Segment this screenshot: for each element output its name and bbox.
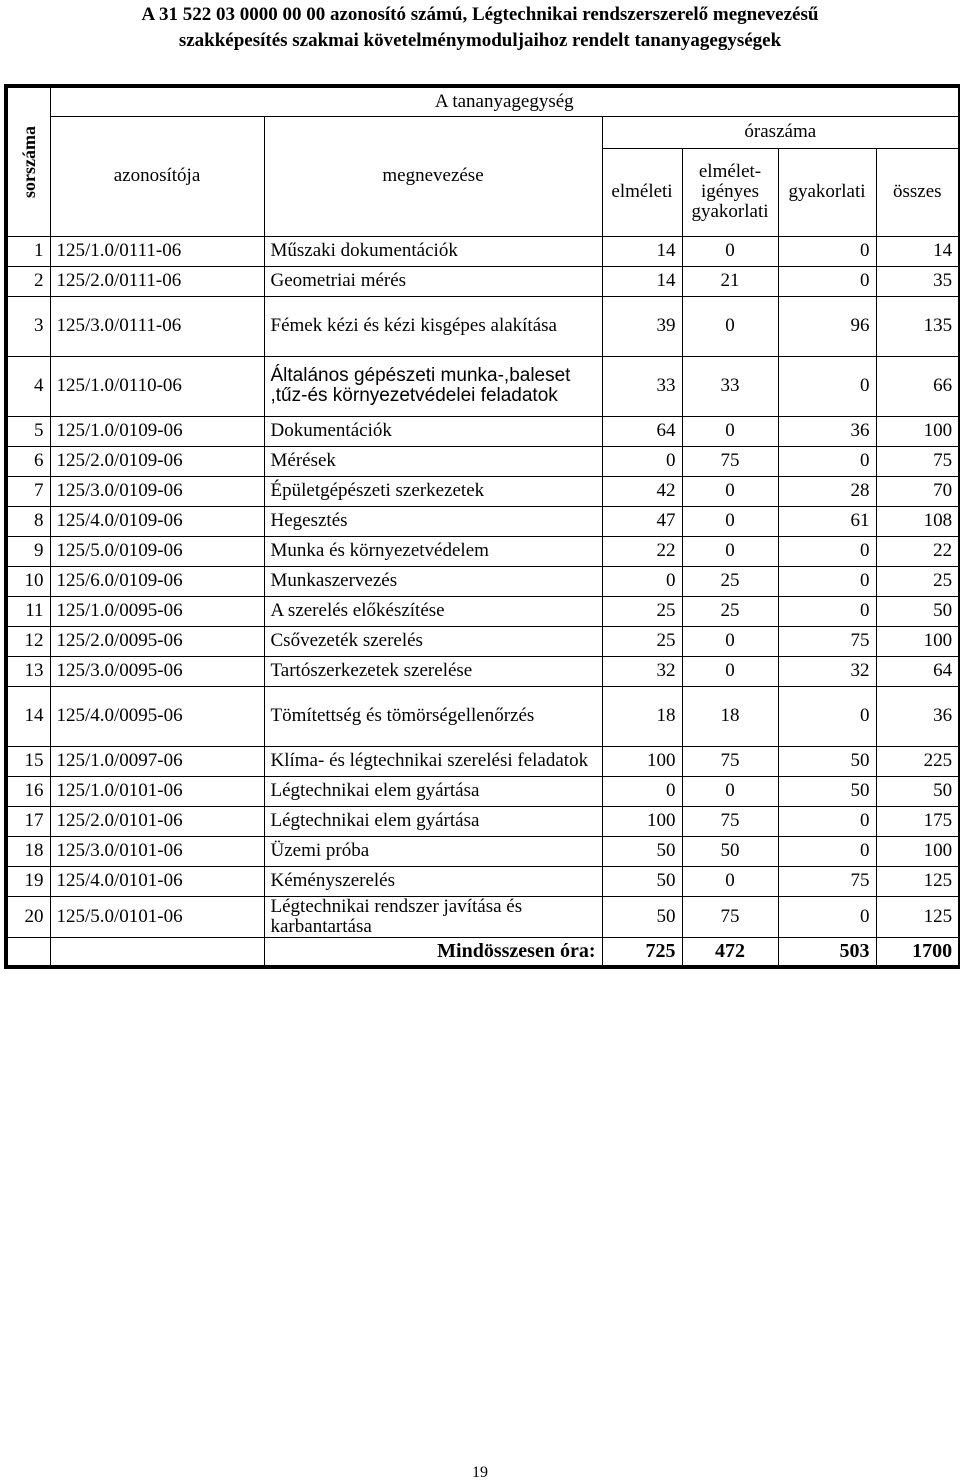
row-elmeleti: 25 — [602, 626, 682, 656]
row-name: Klíma- és légtechnikai szerelési feladatok — [264, 746, 602, 776]
row-id: 125/1.0/0109-06 — [50, 416, 264, 446]
row-name: Geometriai mérés — [264, 266, 602, 296]
row-osszes: 14 — [876, 236, 960, 266]
row-name: Tartószerkezetek szerelése — [264, 656, 602, 686]
row-osszes: 66 — [876, 356, 960, 416]
row-id: 125/5.0/0101-06 — [50, 896, 264, 937]
header-oraszama: óraszáma — [602, 116, 960, 148]
table-body — [6, 236, 960, 937]
row-number: 4 — [6, 356, 50, 416]
row-osszes: 100 — [876, 626, 960, 656]
row-number: 15 — [6, 746, 50, 776]
row-elmeleti: 14 — [602, 266, 682, 296]
row-name: Légtechnikai rendszer javítása és karbantartása — [264, 896, 602, 937]
row-id: 125/1.0/0110-06 — [50, 356, 264, 416]
total-gyakorlati: 503 — [778, 937, 876, 967]
row-elmeletigenyes: 0 — [682, 776, 778, 806]
table-row — [6, 236, 960, 266]
total-osszes: 1700 — [876, 937, 960, 967]
header-gyakorlati: gyakorlati — [778, 148, 876, 236]
row-osszes: 125 — [876, 896, 960, 937]
row-name: Munkaszervezés — [264, 566, 602, 596]
table-row — [6, 536, 960, 566]
row-osszes: 50 — [876, 596, 960, 626]
row-number: 6 — [6, 446, 50, 476]
row-elmeletigenyes: 0 — [682, 476, 778, 506]
row-elmeletigenyes: 0 — [682, 506, 778, 536]
row-number: 20 — [6, 896, 50, 937]
row-elmeleti: 100 — [602, 746, 682, 776]
row-name: Fémek kézi és kézi kisgépes alakítása — [264, 296, 602, 356]
row-number: 10 — [6, 566, 50, 596]
row-elmeletigenyes: 0 — [682, 866, 778, 896]
row-osszes: 36 — [876, 686, 960, 746]
table-row — [6, 296, 960, 356]
row-elmeletigenyes: 18 — [682, 686, 778, 746]
row-id: 125/2.0/0111-06 — [50, 266, 264, 296]
row-elmeleti: 100 — [602, 806, 682, 836]
row-number: 13 — [6, 656, 50, 686]
row-number: 7 — [6, 476, 50, 506]
row-osszes: 22 — [876, 536, 960, 566]
row-name: Kéményszerelés — [264, 866, 602, 896]
row-elmeleti: 0 — [602, 446, 682, 476]
table-row — [6, 806, 960, 836]
row-id: 125/1.0/0095-06 — [50, 596, 264, 626]
row-id: 125/1.0/0111-06 — [50, 236, 264, 266]
title-line-2: szakképesítés szakmai követelménymoduljaihoz rendelt tananyagegységek — [178, 30, 782, 51]
row-elmeleti: 50 — [602, 866, 682, 896]
row-gyakorlati: 0 — [778, 686, 876, 746]
table-row — [6, 656, 960, 686]
row-id: 125/1.0/0097-06 — [50, 746, 264, 776]
row-elmeletigenyes: 75 — [682, 806, 778, 836]
row-gyakorlati: 75 — [778, 866, 876, 896]
row-number: 9 — [6, 536, 50, 566]
row-name: Dokumentációk — [264, 416, 602, 446]
row-osszes: 100 — [876, 416, 960, 446]
row-name: Hegesztés — [264, 506, 602, 536]
row-id: 125/3.0/0101-06 — [50, 836, 264, 866]
row-number: 3 — [6, 296, 50, 356]
row-name: Épületgépészeti szerkezetek — [264, 476, 602, 506]
row-id: 125/3.0/0095-06 — [50, 656, 264, 686]
total-elmeletigenyes: 472 — [682, 937, 778, 967]
row-osszes: 125 — [876, 866, 960, 896]
row-elmeleti: 42 — [602, 476, 682, 506]
table-row — [6, 476, 960, 506]
row-gyakorlati: 36 — [778, 416, 876, 446]
row-name: Általános gépészeti munka-,baleset ,tűz-és környezetvédelei feladatok — [264, 356, 602, 416]
table-row — [6, 506, 960, 536]
row-number: 8 — [6, 506, 50, 536]
row-elmeletigenyes: 25 — [682, 566, 778, 596]
row-id: 125/6.0/0109-06 — [50, 566, 264, 596]
row-elmeletigenyes: 75 — [682, 746, 778, 776]
row-gyakorlati: 0 — [778, 536, 876, 566]
row-id: 125/3.0/0111-06 — [50, 296, 264, 356]
row-gyakorlati: 0 — [778, 266, 876, 296]
table-row — [6, 626, 960, 656]
row-number: 17 — [6, 806, 50, 836]
table-row — [6, 686, 960, 746]
row-elmeleti: 22 — [602, 536, 682, 566]
row-gyakorlati: 96 — [778, 296, 876, 356]
row-elmeleti: 0 — [602, 566, 682, 596]
row-number: 5 — [6, 416, 50, 446]
row-name: Mérések — [264, 446, 602, 476]
row-gyakorlati: 0 — [778, 356, 876, 416]
row-name: A szerelés előkészítése — [264, 596, 602, 626]
row-gyakorlati: 61 — [778, 506, 876, 536]
row-id: 125/2.0/0095-06 — [50, 626, 264, 656]
row-elmeletigenyes: 0 — [682, 626, 778, 656]
row-elmeletigenyes: 0 — [682, 296, 778, 356]
total-elmeleti: 725 — [602, 937, 682, 967]
row-gyakorlati: 50 — [778, 776, 876, 806]
row-elmeletigenyes: 0 — [682, 416, 778, 446]
row-elmeletigenyes: 75 — [682, 896, 778, 937]
table-row — [6, 446, 960, 476]
header-megnevezese: megnevezése — [264, 116, 602, 236]
title-line-1: A 31 522 03 0000 00 00 azonosító számú, Légtechnikai rendszerszerelő megnevezésű — [141, 4, 819, 25]
total-label: Mindösszesen óra: — [264, 937, 602, 967]
row-id: 125/5.0/0109-06 — [50, 536, 264, 566]
total-row — [6, 937, 960, 967]
table-row — [6, 596, 960, 626]
header-elmeleti: elméleti — [602, 148, 682, 236]
row-osszes: 100 — [876, 836, 960, 866]
table-row — [6, 896, 960, 937]
header-sorszama: sorszáma — [6, 86, 50, 236]
row-elmeletigenyes: 21 — [682, 266, 778, 296]
row-osszes: 25 — [876, 566, 960, 596]
row-id: 125/4.0/0101-06 — [50, 866, 264, 896]
row-name: Tömítettség és tömörségellenőrzés — [264, 686, 602, 746]
table-row — [6, 266, 960, 296]
table-row — [6, 866, 960, 896]
table-row — [6, 776, 960, 806]
row-gyakorlati: 0 — [778, 446, 876, 476]
header-elmeletigenyes: elmélet- igényes gyakorlati — [682, 148, 778, 236]
row-elmeleti: 39 — [602, 296, 682, 356]
row-name: Légtechnikai elem gyártása — [264, 776, 602, 806]
row-gyakorlati: 0 — [778, 566, 876, 596]
row-osszes: 35 — [876, 266, 960, 296]
row-elmeletigenyes: 25 — [682, 596, 778, 626]
row-number: 14 — [6, 686, 50, 746]
header-osszes: összes — [876, 148, 960, 236]
row-elmeletigenyes: 50 — [682, 836, 778, 866]
row-number: 2 — [6, 266, 50, 296]
row-gyakorlati: 0 — [778, 236, 876, 266]
row-osszes: 225 — [876, 746, 960, 776]
row-name: Munka és környezetvédelem — [264, 536, 602, 566]
row-elmeleti: 0 — [602, 776, 682, 806]
header-group: A tananyagegység — [50, 86, 960, 116]
row-elmeleti: 50 — [602, 836, 682, 866]
row-elmeletigenyes: 33 — [682, 356, 778, 416]
row-number: 16 — [6, 776, 50, 806]
row-gyakorlati: 0 — [778, 836, 876, 866]
row-number: 1 — [6, 236, 50, 266]
row-name: Csővezeték szerelés — [264, 626, 602, 656]
row-gyakorlati: 32 — [778, 656, 876, 686]
row-elmeleti: 25 — [602, 596, 682, 626]
table-row — [6, 416, 960, 446]
row-osszes: 135 — [876, 296, 960, 356]
table-row — [6, 746, 960, 776]
row-gyakorlati: 0 — [778, 596, 876, 626]
row-gyakorlati: 75 — [778, 626, 876, 656]
curriculum-table — [4, 84, 960, 969]
row-number: 11 — [6, 596, 50, 626]
row-id: 125/2.0/0101-06 — [50, 806, 264, 836]
row-osszes: 50 — [876, 776, 960, 806]
row-id: 125/3.0/0109-06 — [50, 476, 264, 506]
page-number: 19 — [472, 1464, 488, 1481]
table-row — [6, 356, 960, 416]
row-id: 125/1.0/0101-06 — [50, 776, 264, 806]
table-row — [6, 836, 960, 866]
row-osszes: 64 — [876, 656, 960, 686]
row-id: 125/2.0/0109-06 — [50, 446, 264, 476]
row-number: 12 — [6, 626, 50, 656]
row-elmeleti: 64 — [602, 416, 682, 446]
row-elmeleti: 18 — [602, 686, 682, 746]
row-number: 18 — [6, 836, 50, 866]
row-gyakorlati: 0 — [778, 896, 876, 937]
row-id: 125/4.0/0109-06 — [50, 506, 264, 536]
row-elmeleti: 32 — [602, 656, 682, 686]
row-osszes: 175 — [876, 806, 960, 836]
row-elmeletigenyes: 0 — [682, 236, 778, 266]
row-name: Légtechnikai elem gyártása — [264, 806, 602, 836]
row-gyakorlati: 50 — [778, 746, 876, 776]
table-row — [6, 566, 960, 596]
row-elmeletigenyes: 0 — [682, 656, 778, 686]
row-elmeleti: 47 — [602, 506, 682, 536]
row-elmeletigenyes: 75 — [682, 446, 778, 476]
header-azonositoja: azonosítója — [50, 116, 264, 236]
row-osszes: 70 — [876, 476, 960, 506]
row-osszes: 108 — [876, 506, 960, 536]
row-elmeletigenyes: 0 — [682, 536, 778, 566]
row-name: Üzemi próba — [264, 836, 602, 866]
row-elmeleti: 50 — [602, 896, 682, 937]
row-name: Műszaki dokumentációk — [264, 236, 602, 266]
row-number: 19 — [6, 866, 50, 896]
row-elmeleti: 14 — [602, 236, 682, 266]
row-gyakorlati: 0 — [778, 806, 876, 836]
document-title — [0, 2, 960, 54]
row-id: 125/4.0/0095-06 — [50, 686, 264, 746]
row-osszes: 75 — [876, 446, 960, 476]
row-gyakorlati: 28 — [778, 476, 876, 506]
row-elmeleti: 33 — [602, 356, 682, 416]
